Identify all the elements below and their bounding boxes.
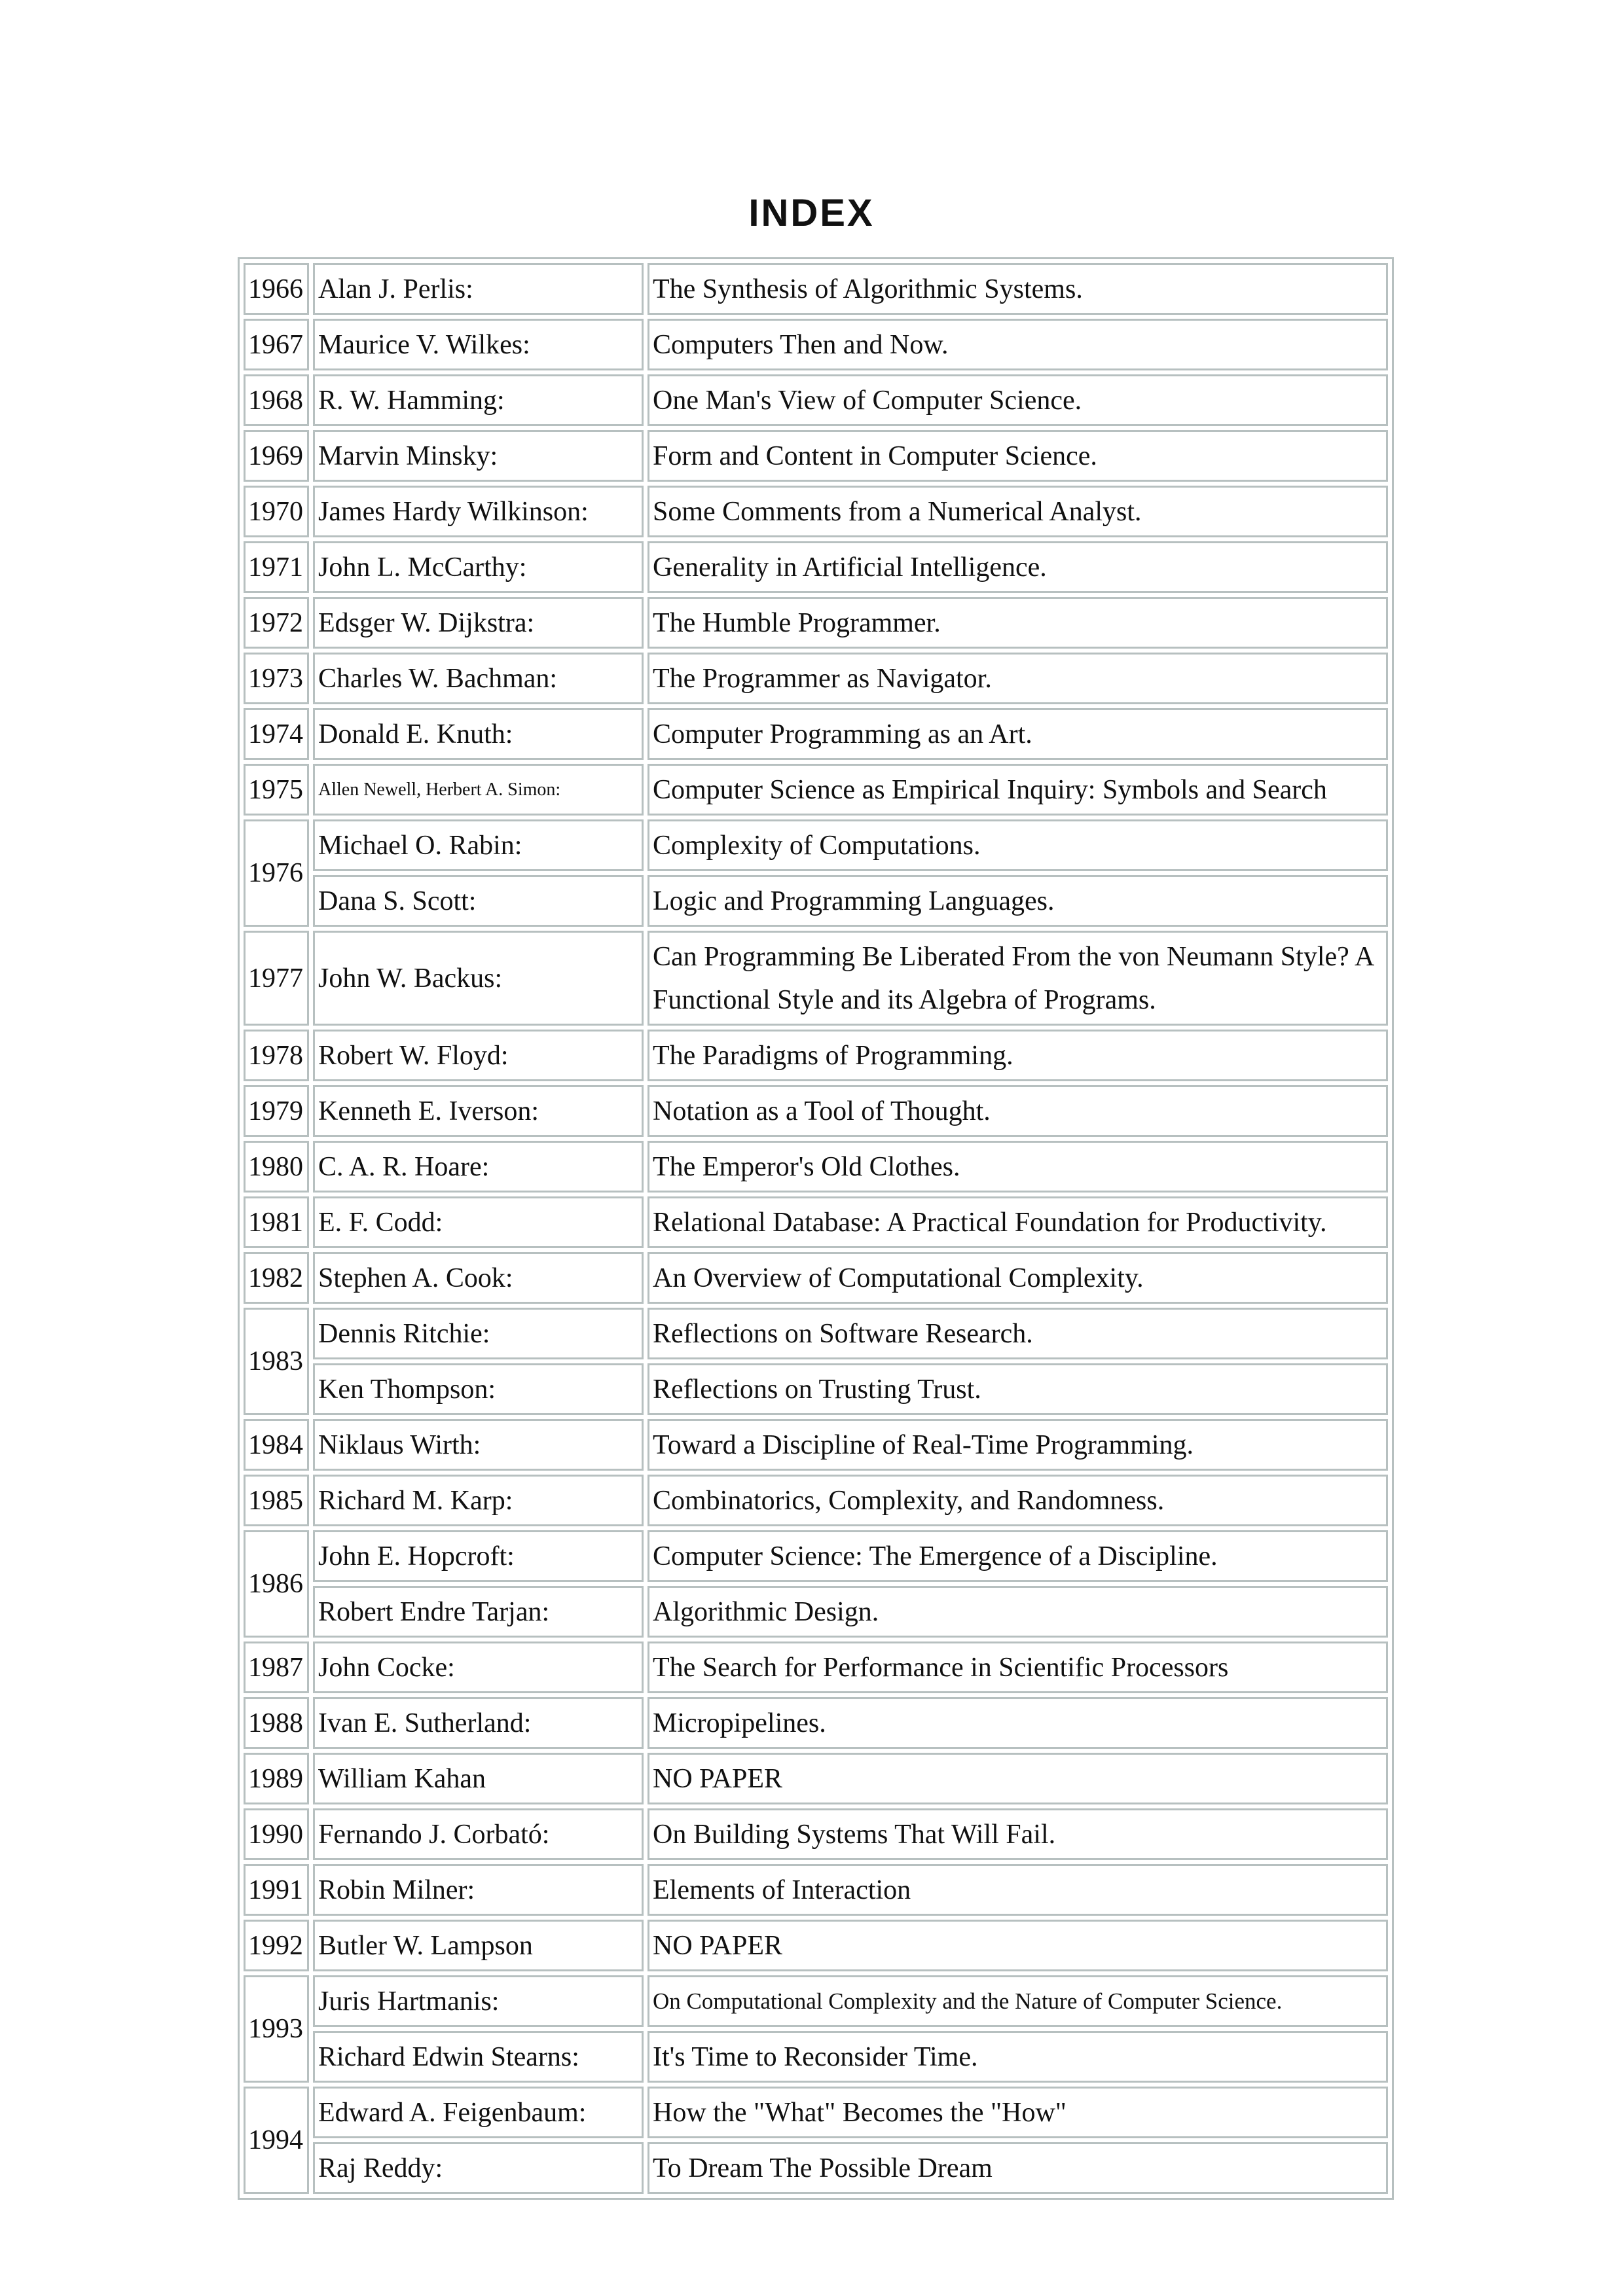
year-cell: 1971 [244, 541, 309, 593]
laureate-name-cell: James Hardy Wilkinson: [313, 486, 644, 537]
laureate-name-cell: Butler W. Lampson [313, 1920, 644, 1971]
laureate-name-cell: Edsger W. Dijkstra: [313, 597, 644, 649]
paper-title-cell: It's Time to Reconsider Time. [647, 2031, 1388, 2083]
year-cell: 1973 [244, 653, 309, 704]
laureate-name-cell: R. W. Hamming: [313, 374, 644, 426]
paper-title-cell: Logic and Programming Languages. [647, 875, 1388, 927]
table-row [244, 1864, 1388, 1916]
page-title: INDEX [748, 192, 875, 234]
year-cell: 1990 [244, 1808, 309, 1860]
laureate-name-cell: Stephen A. Cook: [313, 1252, 644, 1304]
paper-title-cell: Micropipelines. [647, 1697, 1388, 1749]
table-row [244, 430, 1388, 482]
paper-title-cell: Notation as a Tool of Thought. [647, 1085, 1388, 1137]
table-row [244, 1975, 1388, 2027]
laureate-name-cell: Fernando J. Corbató: [313, 1808, 644, 1860]
paper-title-cell: Reflections on Trusting Trust. [647, 1363, 1388, 1415]
paper-title-cell: Combinatorics, Complexity, and Randomness. [647, 1475, 1388, 1526]
laureate-name-cell: Robert Endre Tarjan: [313, 1586, 644, 1638]
year-cell: 1972 [244, 597, 309, 649]
year-cell: 1968 [244, 374, 309, 426]
year-cell: 1966 [244, 263, 309, 315]
paper-title-cell: Elements of Interaction [647, 1864, 1388, 1916]
year-cell: 1994 [244, 2087, 309, 2194]
paper-title-cell: The Search for Performance in Scientific Processors [647, 1641, 1388, 1693]
table-row [244, 541, 1388, 593]
paper-title-cell: Computer Programming as an Art. [647, 708, 1388, 760]
paper-title-cell: The Humble Programmer. [647, 597, 1388, 649]
table-row [244, 2031, 1388, 2083]
laureate-name-cell: Maurice V. Wilkes: [313, 319, 644, 370]
year-cell: 1983 [244, 1308, 309, 1415]
paper-title-cell: Relational Database: A Practical Foundation for Productivity. [647, 1196, 1388, 1248]
laureate-name-cell: Donald E. Knuth: [313, 708, 644, 760]
table-row [244, 708, 1388, 760]
year-cell: 1988 [244, 1697, 309, 1749]
year-cell: 1984 [244, 1419, 309, 1471]
laureate-name-cell: Dana S. Scott: [313, 875, 644, 927]
paper-title-cell: Form and Content in Computer Science. [647, 430, 1388, 482]
laureate-name-cell: Ken Thompson: [313, 1363, 644, 1415]
year-cell: 1991 [244, 1864, 309, 1916]
laureate-name-cell: Alan J. Perlis: [313, 263, 644, 315]
year-cell: 1970 [244, 486, 309, 537]
paper-title-cell: Generality in Artificial Intelligence. [647, 541, 1388, 593]
table-row [244, 1030, 1388, 1081]
table-row [244, 1475, 1388, 1526]
year-cell: 1992 [244, 1920, 309, 1971]
year-cell: 1985 [244, 1475, 309, 1526]
year-cell: 1974 [244, 708, 309, 760]
year-cell: 1987 [244, 1641, 309, 1693]
laureate-name-cell: Edward A. Feigenbaum: [313, 2087, 644, 2138]
laureate-name-cell: Richard M. Karp: [313, 1475, 644, 1526]
table-row [244, 764, 1388, 816]
year-cell: 1981 [244, 1196, 309, 1248]
laureate-name-cell: John E. Hopcroft: [313, 1530, 644, 1582]
table-row [244, 1753, 1388, 1804]
table-row [244, 1085, 1388, 1137]
table-row [244, 1141, 1388, 1193]
laureate-name-cell: John Cocke: [313, 1641, 644, 1693]
table-row [244, 1308, 1388, 1359]
paper-title-cell: Algorithmic Design. [647, 1586, 1388, 1638]
table-row [244, 1697, 1388, 1749]
year-cell: 1980 [244, 1141, 309, 1193]
table-row [244, 2087, 1388, 2138]
paper-title-cell: Can Programming Be Liberated From the von Neumann Style? A Functional Style and its Algebra of Programs. [647, 931, 1388, 1026]
paper-title-cell: How the "What" Becomes the "How" [647, 2087, 1388, 2138]
table-row [244, 875, 1388, 927]
year-cell: 1989 [244, 1753, 309, 1804]
table-row [244, 1586, 1388, 1638]
table-row [244, 1641, 1388, 1693]
table-row [244, 319, 1388, 370]
laureate-name-cell: John L. McCarthy: [313, 541, 644, 593]
table-row [244, 931, 1388, 1026]
year-cell: 1976 [244, 819, 309, 927]
paper-title-cell: Computer Science as Empirical Inquiry: Symbols and Search [647, 764, 1388, 816]
table-row [244, 263, 1388, 315]
paper-title-cell: Reflections on Software Research. [647, 1308, 1388, 1359]
table-row [244, 1530, 1388, 1582]
laureate-name-cell: Charles W. Bachman: [313, 653, 644, 704]
laureate-name-cell: C. A. R. Hoare: [313, 1141, 644, 1193]
laureate-name-cell: Allen Newell, Herbert A. Simon: [313, 764, 644, 816]
table-row [244, 1920, 1388, 1971]
laureate-name-cell: Marvin Minsky: [313, 430, 644, 482]
paper-title-cell: The Paradigms of Programming. [647, 1030, 1388, 1081]
table-row [244, 2142, 1388, 2194]
paper-title-cell: The Emperor's Old Clothes. [647, 1141, 1388, 1193]
year-cell: 1967 [244, 319, 309, 370]
paper-title-cell: To Dream The Possible Dream [647, 2142, 1388, 2194]
table-row [244, 374, 1388, 426]
laureate-name-cell: Niklaus Wirth: [313, 1419, 644, 1471]
year-cell: 1979 [244, 1085, 309, 1137]
paper-title-cell: NO PAPER [647, 1920, 1388, 1971]
laureate-name-cell: Raj Reddy: [313, 2142, 644, 2194]
paper-title-cell: Computers Then and Now. [647, 319, 1388, 370]
index-table-body [244, 263, 1388, 2194]
table-row [244, 597, 1388, 649]
year-cell: 1982 [244, 1252, 309, 1304]
table-row [244, 819, 1388, 871]
paper-title-cell: On Computational Complexity and the Nature of Computer Science. [647, 1975, 1388, 2027]
year-cell: 1986 [244, 1530, 309, 1638]
laureate-name-cell: Ivan E. Sutherland: [313, 1697, 644, 1749]
laureate-name-cell: Michael O. Rabin: [313, 819, 644, 871]
paper-title-cell: The Synthesis of Algorithmic Systems. [647, 263, 1388, 315]
paper-title-cell: An Overview of Computational Complexity. [647, 1252, 1388, 1304]
paper-title-cell: Some Comments from a Numerical Analyst. [647, 486, 1388, 537]
table-row [244, 1419, 1388, 1471]
laureate-name-cell: John W. Backus: [313, 931, 644, 1026]
paper-title-cell: One Man's View of Computer Science. [647, 374, 1388, 426]
paper-title-cell: Toward a Discipline of Real-Time Programming. [647, 1419, 1388, 1471]
year-cell: 1993 [244, 1975, 309, 2083]
laureate-name-cell: Dennis Ritchie: [313, 1308, 644, 1359]
table-row [244, 486, 1388, 537]
laureate-name-cell: Richard Edwin Stearns: [313, 2031, 644, 2083]
paper-title-cell: Computer Science: The Emergence of a Discipline. [647, 1530, 1388, 1582]
year-cell: 1977 [244, 931, 309, 1026]
paper-title-cell: The Programmer as Navigator. [647, 653, 1388, 704]
laureate-name-cell: Kenneth E. Iverson: [313, 1085, 644, 1137]
table-row [244, 653, 1388, 704]
paper-title-cell: NO PAPER [647, 1753, 1388, 1804]
table-row [244, 1196, 1388, 1248]
year-cell: 1969 [244, 430, 309, 482]
laureate-name-cell: Robert W. Floyd: [313, 1030, 644, 1081]
index-table [238, 257, 1394, 2200]
table-row [244, 1252, 1388, 1304]
year-cell: 1975 [244, 764, 309, 816]
laureate-name-cell: Juris Hartmanis: [313, 1975, 644, 2027]
table-row [244, 1363, 1388, 1415]
laureate-name-cell: E. F. Codd: [313, 1196, 644, 1248]
paper-title-cell: Complexity of Computations. [647, 819, 1388, 871]
paper-title-cell: On Building Systems That Will Fail. [647, 1808, 1388, 1860]
year-cell: 1978 [244, 1030, 309, 1081]
laureate-name-cell: William Kahan [313, 1753, 644, 1804]
laureate-name-cell: Robin Milner: [313, 1864, 644, 1916]
table-row [244, 1808, 1388, 1860]
